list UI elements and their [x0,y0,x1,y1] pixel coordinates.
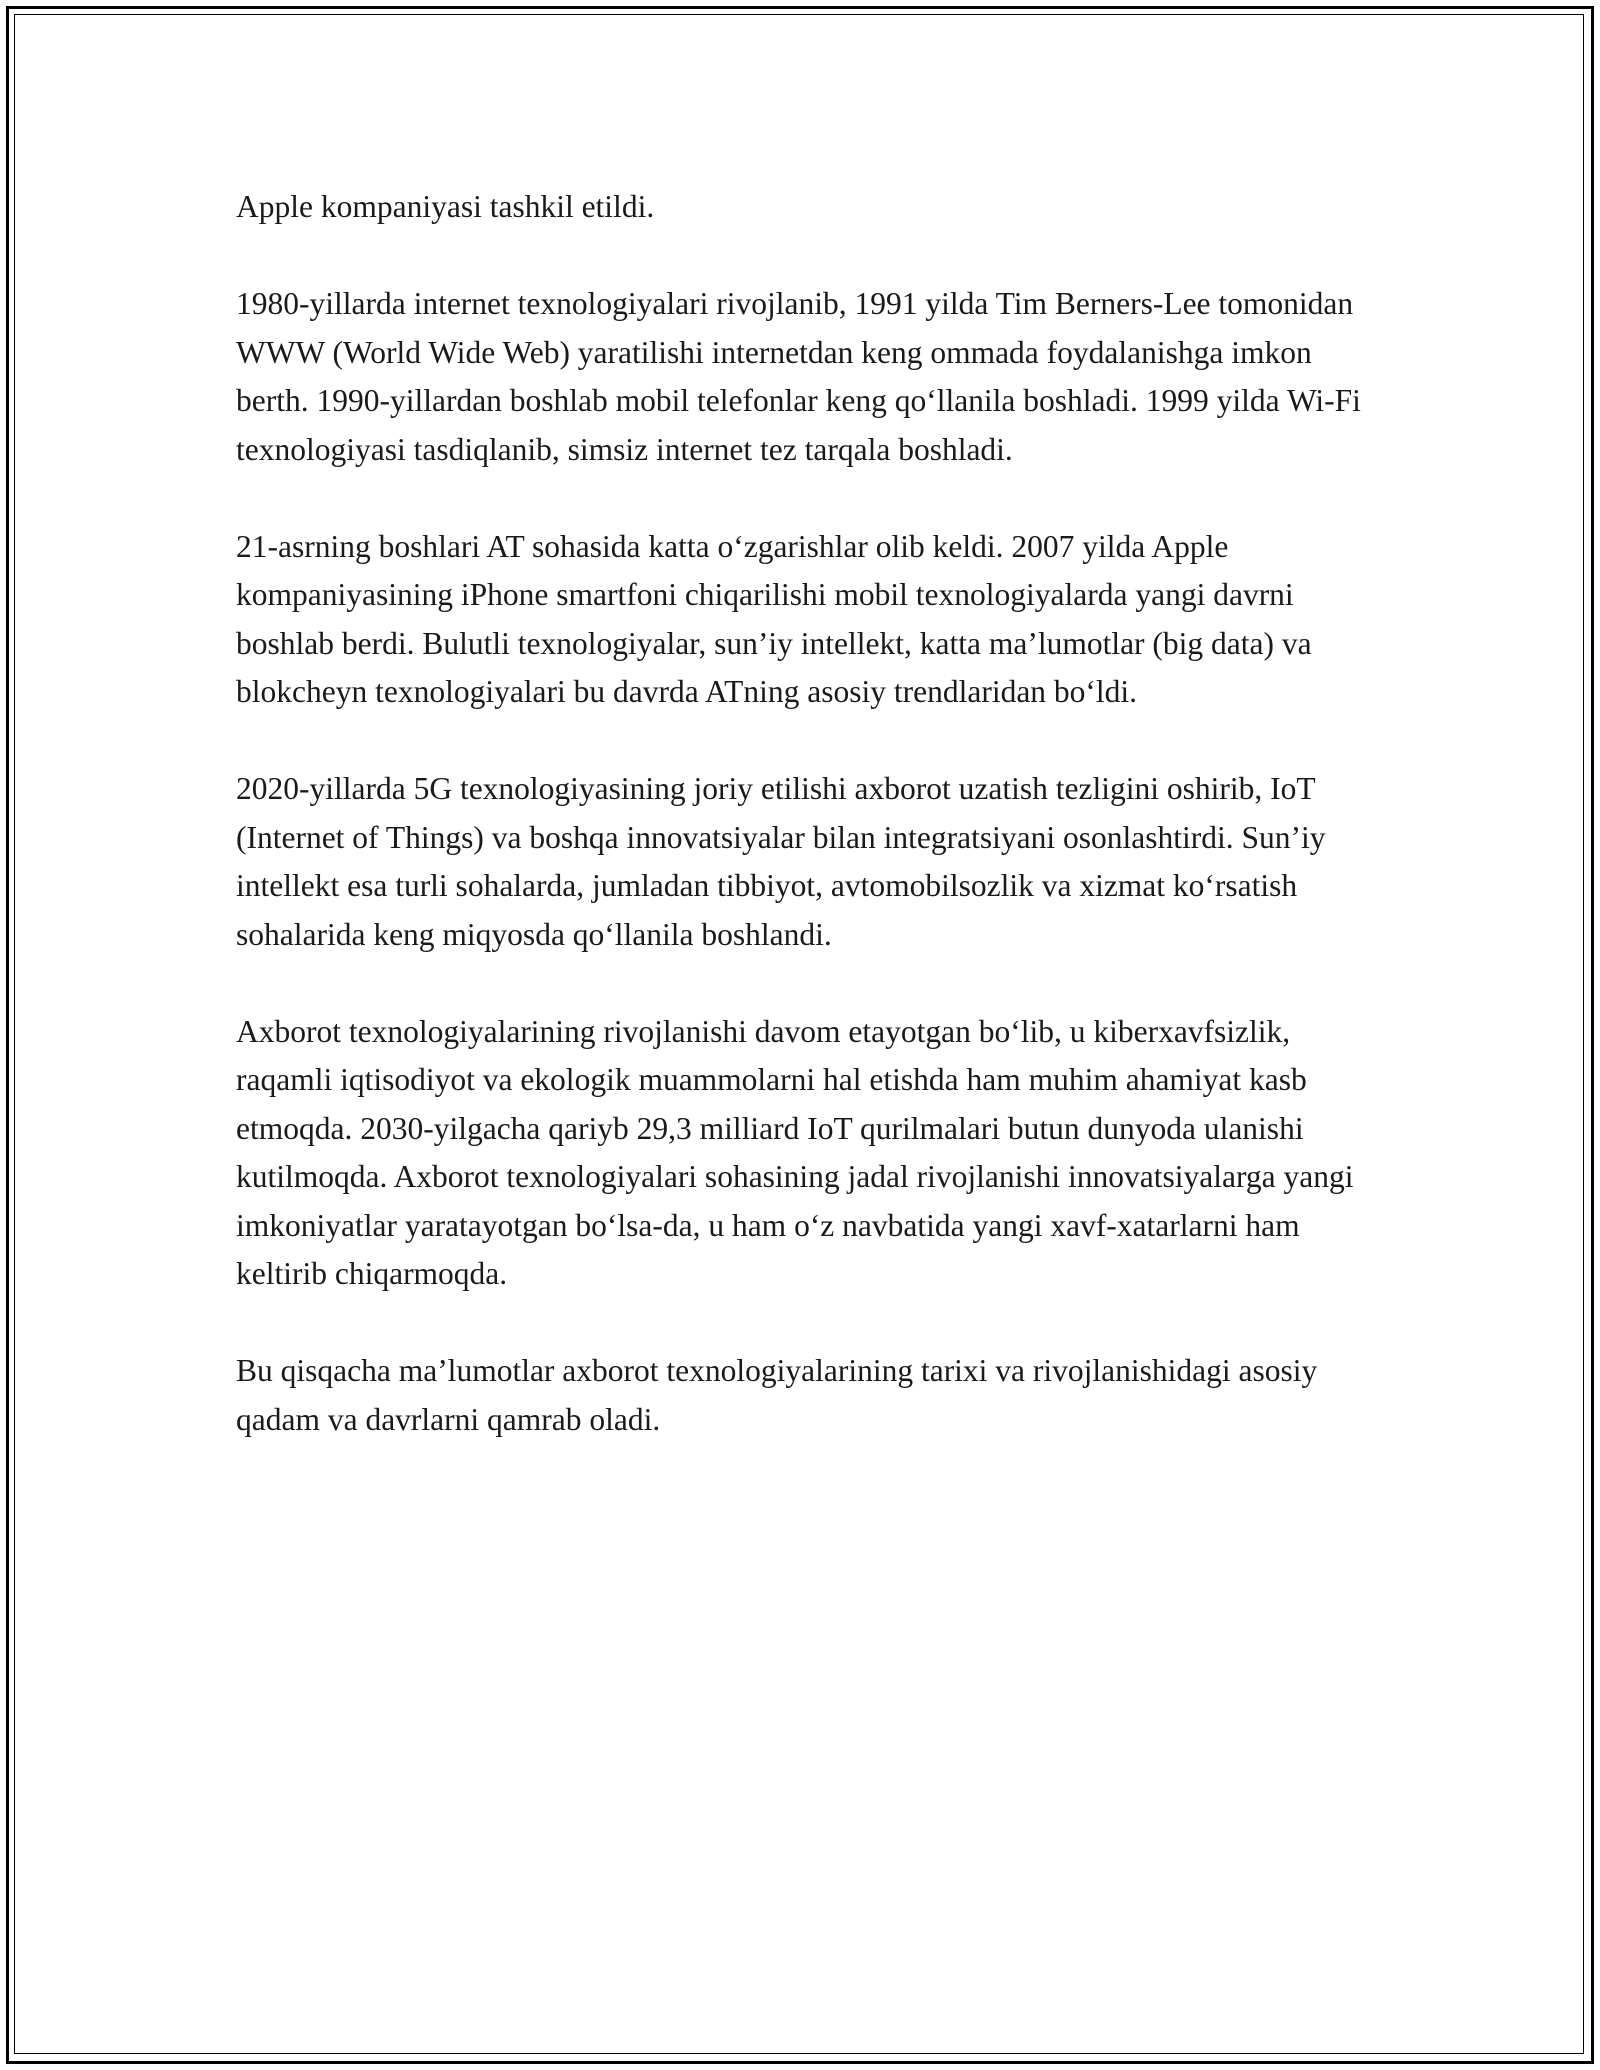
document-body [236,183,1376,1444]
paragraph-4: 2020-yillarda 5G texnologiyasining joriy etilishi axborot uzatish tezligini oshirib, IoT (Internet of Things) va boshqa innovatsiyalar bilan integratsiyani osonlashtirdi. Sun’iy intellekt esa turli sohalarda, jumladan tibbiyot, avtomobilsozlik va xizmat ko‘rsatish sohalarida keng miqyosda qo‘llanila boshlandi. [236,771,1326,952]
paragraph-2: 1980-yillarda internet texnologiyalari rivojlanib, 1991 yilda Tim Berners-Lee tomonidan WWW (World Wide Web) yaratilishi internetdan keng ommada foydalanishga imkon berth. 1990-yillardan boshlab mobil telefonlar keng qo‘llanila boshladi. 1999 yilda Wi-Fi texnologiyasi tasdiqlanib, simsiz internet tez tarqala boshladi. [236,286,1361,467]
paragraph-6: Bu qisqacha ma’lumotlar axborot texnologiyalarining tarixi va rivojlanishidagi asosiy qadam va davrlarni qamrab oladi. [236,1353,1318,1437]
paragraph-1: Apple kompaniyasi tashkil etildi. [236,189,655,224]
paragraph-5: Axborot texnologiyalarining rivojlanishi davom etayotgan bo‘lib, u kiberxavfsizlik, raqamli iqtisodiyot va ekologik muammolarni hal etishda ham muhim ahamiyat kasb etmoqda. 2030-yilgacha qariyb 29,3 milliard IoT qurilmalari butun dunyoda ulanishi kutilmoqda. Axborot texnologiyalari sohasining jadal rivojlanishi innovatsiyalarga yangi imkoniyatlar yaratayotgan bo‘lsa-da, u ham o‘z navbatida yangi xavf-xatarlarni ham keltirib chiqarmoqda. [236,1013,1354,1291]
paragraph-3: 21-asrning boshlari AT sohasida katta o‘zgarishlar olib keldi. 2007 yilda Apple kompaniyasining iPhone smartfoni chiqarilishi mobil texnologiyalarda yangi davrni boshlab berdi. Bulutli texnologiyalar, sun’iy intellekt, katta ma’lumotlar (big data) va blokcheyn texnologiyalari bu davrda ATning asosiy trendlaridan bo‘ldi. [236,528,1312,709]
